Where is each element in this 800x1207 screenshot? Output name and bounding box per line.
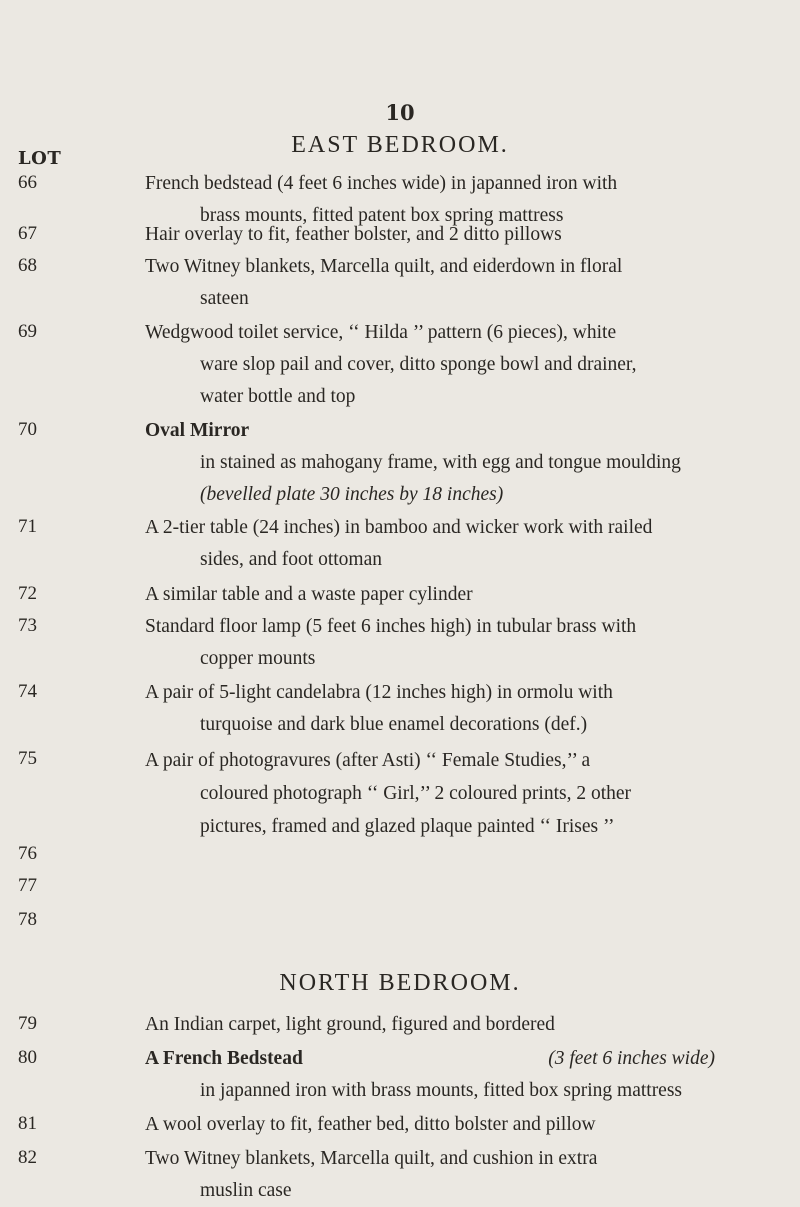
lot-number: 78 bbox=[18, 909, 37, 930]
description-line: ware slop pail and cover, ditto sponge bowl and drainer, bbox=[200, 354, 637, 375]
lot-79-description bbox=[145, 1009, 715, 1041]
description-line: A pair of photogravures (after Asti) ‘‘ Female Studies,’’ a bbox=[145, 750, 591, 771]
description-line: muslin case bbox=[200, 1180, 292, 1201]
description-line: Two Witney blankets, Marcella quilt, and cushion in extra bbox=[145, 1148, 598, 1169]
description-line: pictures, framed and glazed plaque painted ‘‘ Irises ’’ bbox=[200, 816, 615, 837]
lot-number: 69 bbox=[18, 321, 37, 342]
page-number: 10 bbox=[385, 100, 415, 125]
description-line: Standard floor lamp (5 feet 6 inches high) in tubular brass with bbox=[145, 616, 637, 637]
lot-68-description bbox=[145, 251, 715, 315]
description-line: copper mounts bbox=[200, 648, 316, 669]
lot-70-description bbox=[145, 415, 715, 511]
lot-number: 66 bbox=[18, 172, 37, 193]
lot-82-description bbox=[145, 1143, 715, 1207]
lot-75-description bbox=[145, 744, 715, 843]
lot-74-description bbox=[145, 677, 715, 741]
lot-number: 71 bbox=[18, 516, 37, 537]
lot-number: 80 bbox=[18, 1047, 37, 1068]
description-line: sides, and foot ottoman bbox=[200, 549, 382, 570]
lot-number: 77 bbox=[18, 875, 37, 896]
lot-number: 76 bbox=[18, 843, 37, 864]
lot-71-description bbox=[145, 512, 715, 576]
lot-column-header: LOT bbox=[18, 148, 62, 169]
lot-number: 75 bbox=[18, 748, 37, 769]
description-line: in stained as mahogany frame, with egg and tongue moulding bbox=[200, 452, 681, 473]
lot-number: 82 bbox=[18, 1147, 37, 1168]
lot-80-description bbox=[145, 1043, 715, 1107]
section-heading-north-bedroom: NORTH BEDROOM. bbox=[279, 970, 521, 996]
lot-number: 73 bbox=[18, 615, 37, 636]
lot-73-description bbox=[145, 611, 715, 675]
description-line: A similar table and a waste paper cylinder bbox=[145, 584, 473, 605]
description-line: A pair of 5-light candelabra (12 inches high) in ormolu with bbox=[145, 682, 613, 703]
description-line: Two Witney blankets, Marcella quilt, and eiderdown in floral bbox=[145, 256, 623, 277]
description-line: coloured photograph ‘‘ Girl,’’ 2 coloured prints, 2 other bbox=[200, 783, 632, 804]
description-line: French bedstead (4 feet 6 inches wide) in japanned iron with bbox=[145, 173, 618, 194]
description-line: (bevelled plate 30 inches by 18 inches) bbox=[200, 484, 504, 505]
lot-number: 74 bbox=[18, 681, 37, 702]
lot-number: 81 bbox=[18, 1113, 37, 1134]
lot-dimensions: (3 feet 6 inches wide) bbox=[548, 1048, 715, 1069]
lot-67-description bbox=[145, 219, 715, 251]
lot-number: 67 bbox=[18, 223, 37, 244]
lot-number: 72 bbox=[18, 583, 37, 604]
section-heading-east-bedroom: EAST BEDROOM. bbox=[291, 132, 509, 158]
description-line: A wool overlay to fit, feather bed, ditto bolster and pillow bbox=[145, 1114, 596, 1135]
description-line: turquoise and dark blue enamel decorations (def.) bbox=[200, 714, 588, 735]
lot-number: 79 bbox=[18, 1013, 37, 1034]
lot-72-description bbox=[145, 579, 715, 611]
description-line: brass mounts, fitted patent box spring mattress bbox=[200, 205, 564, 226]
description-line: in japanned iron with brass mounts, fitted box spring mattress bbox=[200, 1080, 683, 1101]
description-line: sateen bbox=[200, 288, 249, 309]
description-line: A 2-tier table (24 inches) in bamboo and wicker work with railed bbox=[145, 517, 653, 538]
description-line: water bottle and top bbox=[200, 386, 356, 407]
description-line: An Indian carpet, light ground, figured and bordered bbox=[145, 1014, 555, 1035]
description-line bbox=[145, 1043, 715, 1075]
description-line: Wedgwood toilet service, ‘‘ Hilda ’’ pattern (6 pieces), white bbox=[145, 322, 617, 343]
lot-number: 68 bbox=[18, 255, 37, 276]
lot-81-description bbox=[145, 1109, 715, 1141]
lot-69-description bbox=[145, 317, 715, 413]
lot-number: 70 bbox=[18, 419, 37, 440]
description-line: Hair overlay to fit, feather bolster, and 2 ditto pillows bbox=[145, 224, 562, 245]
lot-title: A French Bedstead bbox=[145, 1048, 303, 1069]
lot-title: Oval Mirror bbox=[145, 420, 250, 441]
